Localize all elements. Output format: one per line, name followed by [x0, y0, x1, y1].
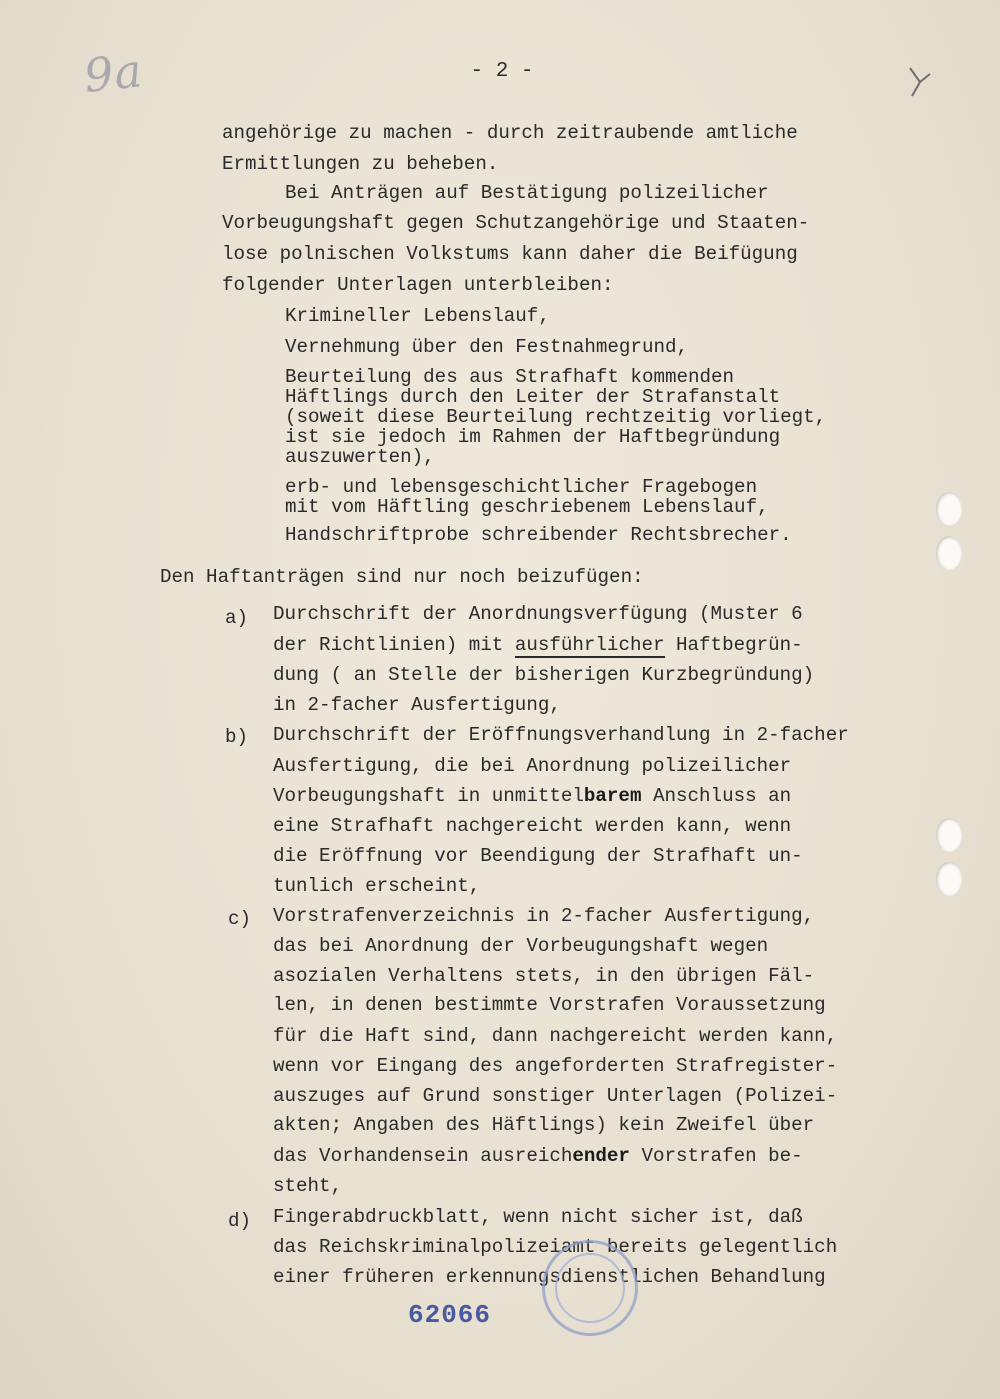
list-line: Krimineller Lebenslauf,: [285, 305, 550, 327]
bold-text: barem: [583, 785, 642, 807]
item-line: eine Strafhaft nachgereicht werden kann, wenn: [273, 815, 792, 837]
body-line: Bei Anträgen auf Bestätigung polizeilicher: [285, 182, 769, 204]
item-marker: d): [228, 1210, 252, 1232]
text-run: Vorbeugungshaft in unmittel: [273, 785, 584, 807]
item-line: für die Haft sind, dann nachgereicht werden kann,: [273, 1025, 838, 1047]
item-line: Vorstrafenverzeichnis in 2-facher Ausfertigung,: [273, 905, 815, 927]
list-line: auszuwerten),: [285, 446, 435, 468]
underlined-text: ausführlicher: [514, 634, 665, 656]
item-line: einer früheren erkennungsdienstlichen Behandlung: [273, 1266, 826, 1288]
punch-hole: [936, 818, 962, 852]
item-line: das bei Anordnung der Vorbeugungshaft wegen: [273, 935, 769, 957]
text-run: Vorstrafen be-: [629, 1145, 803, 1167]
body-line: lose polnischen Volkstums kann daher die Beifügung: [222, 243, 798, 265]
item-line: len, in denen bestimmte Vorstrafen Voraussetzung: [273, 994, 826, 1016]
item-line: wenn vor Eingang des angeforderten Strafregister-: [273, 1055, 838, 1077]
item-marker: b): [225, 726, 249, 748]
punch-hole: [936, 492, 962, 526]
list-line: erb- und lebensgeschichtlicher Fragebogen: [285, 476, 758, 498]
punch-hole: [936, 536, 962, 570]
body-line: Ermittlungen zu beheben.: [222, 153, 499, 175]
item-line: [273, 1147, 803, 1166]
list-line: Handschriftprobe schreibender Rechtsbrecher.: [285, 524, 792, 546]
item-line: tunlich erscheint,: [273, 875, 481, 897]
handwritten-note: 9a: [81, 43, 146, 103]
item-line: asozialen Verhaltens stets, in den übrigen Fäl-: [273, 965, 815, 987]
list-line: (soweit diese Beurteilung rechtzeitig vorliegt,: [285, 406, 827, 428]
list-line: mit vom Häftling geschriebenem Lebenslauf,: [285, 496, 769, 518]
punch-hole: [936, 862, 962, 896]
item-line: akten; Angaben des Häftlings) kein Zweifel über: [273, 1114, 815, 1136]
list-line: Vernehmung über den Festnahmegrund,: [285, 336, 689, 358]
body-line: folgender Unterlagen unterbleiben:: [222, 274, 614, 296]
list-line: Beurteilung des aus Strafhaft kommenden: [285, 366, 735, 388]
item-line: Durchschrift der Anordnungsverfügung (Muster 6: [273, 603, 803, 625]
item-line: das Reichskriminalpolizeiamt bereits gelegentlich: [273, 1236, 838, 1258]
text-run: das Vorhandensein ausreich: [273, 1145, 573, 1167]
item-line: Durchschrift der Eröffnungsverhandlung in 2-facher: [273, 724, 849, 746]
item-line: dung ( an Stelle der bisherigen Kurzbegründung): [273, 664, 815, 686]
corner-mark-icon: [904, 64, 934, 100]
document-number: 62066: [408, 1300, 492, 1330]
list-line: ist sie jedoch im Rahmen der Haftbegründung: [285, 426, 781, 448]
item-line: Ausfertigung, die bei Anordnung polizeilicher: [273, 755, 792, 777]
item-line: in 2-facher Ausfertigung,: [273, 694, 561, 716]
body-line: angehörige zu machen - durch zeitraubende amtliche: [222, 122, 798, 144]
item-line: auszuges auf Grund sonstiger Unterlagen (Polizei-: [273, 1085, 838, 1107]
item-line: [273, 636, 803, 655]
archive-stamp: [542, 1240, 638, 1336]
text-run: Anschluss an: [641, 785, 792, 807]
bold-text: ender: [572, 1145, 630, 1167]
list-line: Häftlings durch den Leiter der Strafanstalt: [285, 386, 781, 408]
item-line: [273, 787, 791, 806]
item-marker: c): [228, 908, 252, 930]
item-line: steht,: [273, 1175, 343, 1197]
body-line: Vorbeugungshaft gegen Schutzangehörige und Staaten-: [222, 212, 810, 234]
item-line: die Eröffnung vor Beendigung der Strafhaft un-: [273, 845, 803, 867]
text-run: der Richtlinien) mit: [273, 634, 515, 656]
item-marker: a): [225, 607, 249, 629]
section-heading: Den Haftanträgen sind nur noch beizufügen:: [160, 566, 644, 588]
page-number: - 2 -: [470, 60, 534, 83]
item-line: Fingerabdruckblatt, wenn nicht sicher ist, daß: [273, 1206, 803, 1228]
text-run: Haftbegrün-: [664, 634, 803, 656]
